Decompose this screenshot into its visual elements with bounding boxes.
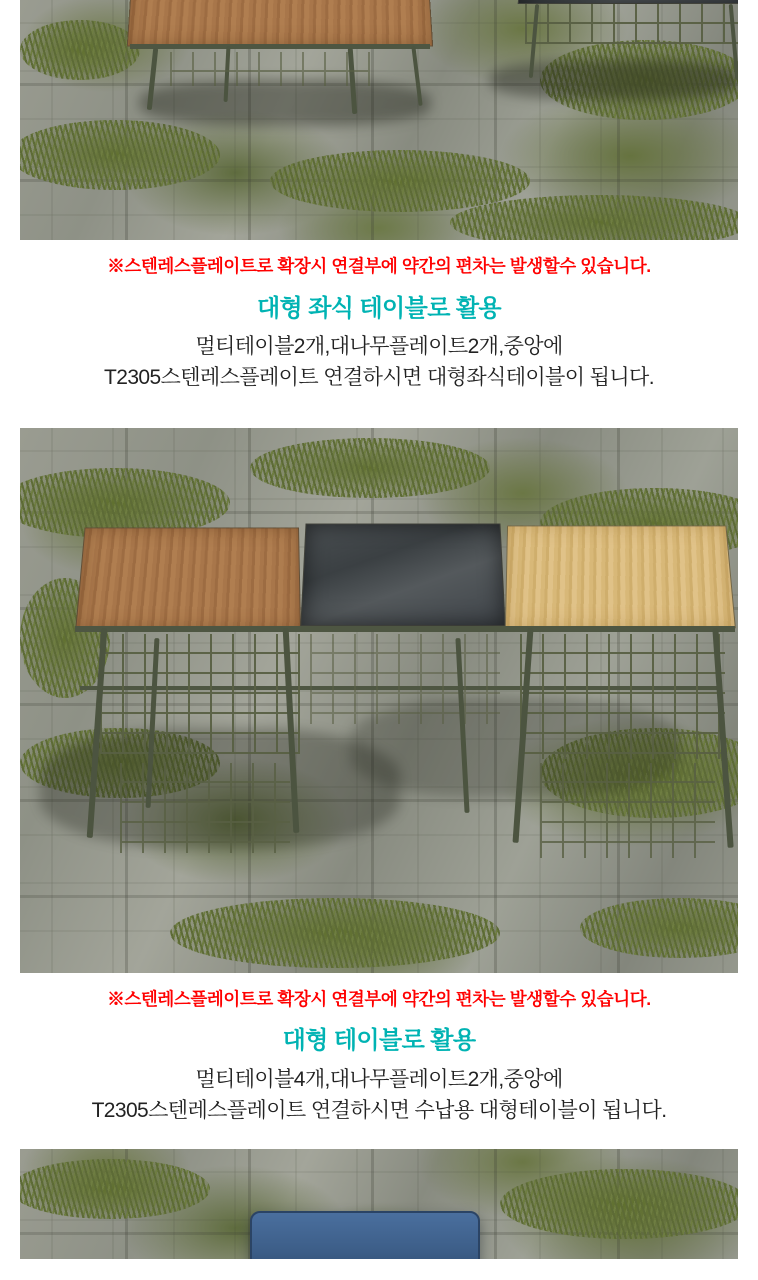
caution-note-1: ※스텐레스플레이트로 확장시 연결부에 약간의 편차는 발생할수 있습니다.: [107, 256, 651, 276]
table-frame-rail: [75, 626, 735, 632]
table-mesh-shelf: [170, 52, 370, 86]
section-body-2-line-1: 멀티테이블4개,대나무플레이트2개,중앙에: [195, 1067, 563, 1091]
blue-case: [250, 1211, 480, 1259]
grass-patch: [250, 438, 490, 498]
mesh-shelf-left: [100, 634, 300, 754]
table-shadow: [490, 60, 738, 100]
table-shadow: [140, 80, 430, 126]
caption-block-1: [0, 240, 758, 394]
section-heading-1: 대형 좌식 테이블로 활용: [256, 294, 502, 322]
mesh-lower-shelf-right: [540, 763, 715, 858]
section-body-2-line-2: T2305스텐레스플레이트 연결하시면 수납용 대형테이블이 됩니다.: [91, 1099, 667, 1123]
spacer: [0, 1127, 758, 1149]
section-body-1-line-2: T2305스텐레스플레이트 연결하시면 대형좌식테이블이 됩니다.: [104, 366, 654, 390]
table-top-bamboo: [127, 0, 433, 47]
grass-patch: [20, 20, 140, 80]
table-frame-rail: [130, 44, 430, 49]
mesh-shelf-center: [310, 634, 500, 724]
table-top-bamboo-right: [505, 525, 736, 628]
table-top-steel-center: [300, 523, 505, 626]
section-heading-2: 대형 테이블로 활용: [282, 1027, 476, 1055]
table-mesh-shelf: [525, 4, 738, 44]
mesh-lower-shelf-left: [120, 763, 290, 853]
photo-tables-closeup: [20, 0, 738, 240]
mesh-shelf-right: [520, 634, 725, 759]
section-body-1-line-1: 멀티테이블2개,대나무플레이트2개,중앙에: [195, 334, 563, 358]
photo-large-combined-table: [20, 428, 738, 973]
photo-next-product-teaser: [20, 1149, 738, 1259]
table-top-bamboo-left: [75, 527, 301, 630]
grass-patch: [170, 898, 500, 968]
caption-block-2: [0, 973, 758, 1127]
caution-note-2: ※스텐레스플레이트로 확장시 연결부에 약간의 편차는 발생할수 있습니다.: [107, 988, 651, 1009]
grass-patch: [500, 1169, 738, 1239]
spacer: [0, 394, 758, 428]
grass-patch: [20, 1159, 210, 1219]
